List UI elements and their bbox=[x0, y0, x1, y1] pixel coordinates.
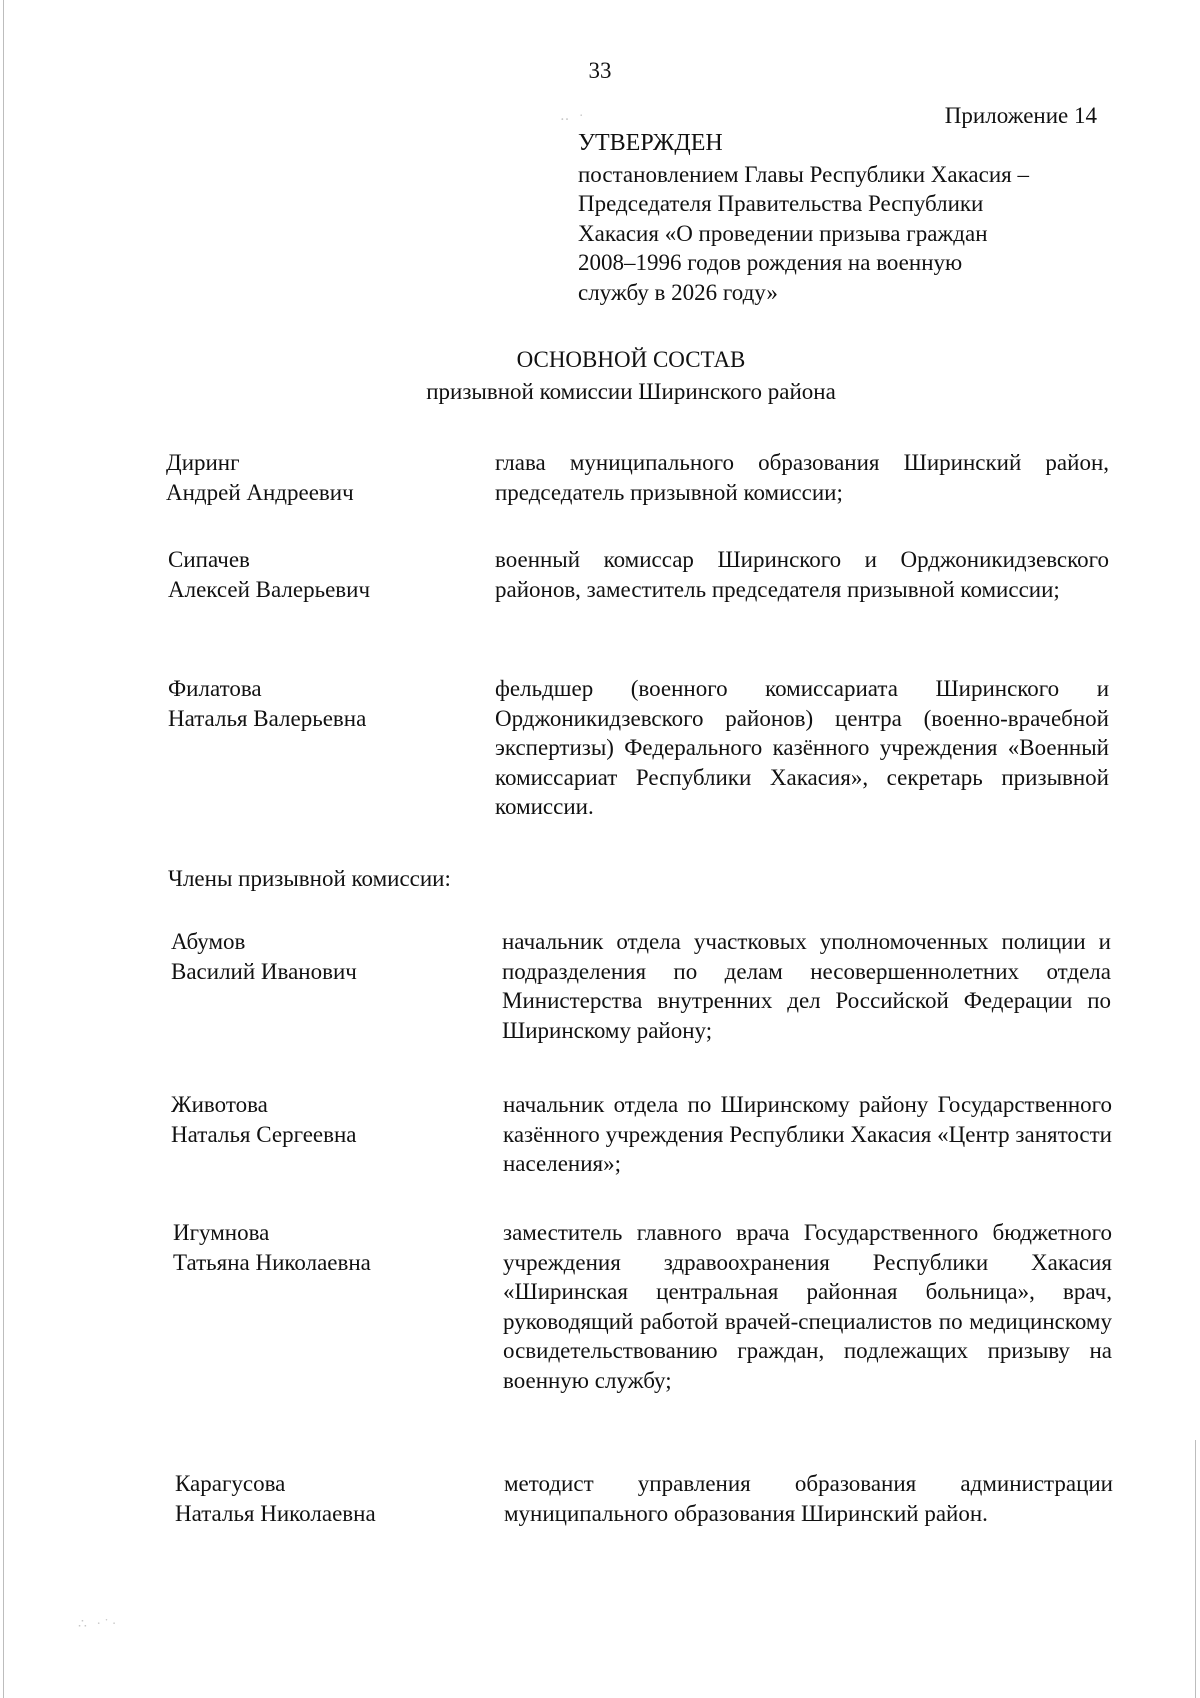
person-role: начальник отдела участковых уполномоченных полиции и подразделения по делам несовершеннолетних отдела Министерства внутренних дел Российской Федерации по Ширинскому району; bbox=[502, 929, 1111, 1043]
approval-stamp: УТВЕРЖДЕН bbox=[578, 130, 723, 156]
given-names: Наталья Валерьевна bbox=[168, 705, 367, 731]
person-role: заместитель главного врача Государственного бюджетного учреждения здравоохранения Республики Хакасия «Ширинская центральная районная больница», врач, руководящий работой врачей-специалистов по медицинскому освидетельствованию граждан, подлежащих призыву на военную службу; bbox=[503, 1220, 1112, 1393]
appendix-label: Приложение 14 bbox=[944, 103, 1097, 128]
scan-edge-right bbox=[1195, 1440, 1196, 1698]
last-name: Игумнова bbox=[173, 1220, 270, 1245]
given-names: Татьяна Николаевна bbox=[173, 1249, 371, 1275]
members-label: Члены призывной комиссии: bbox=[168, 866, 451, 891]
person-name bbox=[171, 927, 471, 986]
last-name: Абумов bbox=[171, 929, 246, 954]
document-subheading: призывной комиссии Ширинского района bbox=[426, 379, 836, 404]
given-names: Наталья Николаевна bbox=[175, 1500, 376, 1526]
person-role: начальник отдела по Ширинскому району Государственного казённого учреждения Республики Хакасия «Центр занятости населения»; bbox=[503, 1092, 1112, 1176]
last-name: Карагусова bbox=[175, 1471, 286, 1496]
approval-line: Хакасия «О проведении призыва граждан bbox=[578, 220, 988, 246]
approval-block bbox=[578, 129, 1098, 307]
person-name bbox=[168, 674, 468, 733]
page-number: 33 bbox=[588, 58, 612, 83]
person-role: глава муниципального образования Ширинский район, председатель призывной комиссии; bbox=[495, 450, 1109, 505]
given-names: Наталья Сергеевна bbox=[171, 1121, 357, 1147]
approval-line: службу в 2026 году» bbox=[578, 279, 778, 305]
last-name: Сипачев bbox=[168, 547, 250, 572]
scan-speck: ∴ ·˙· bbox=[78, 1617, 120, 1632]
last-name: Филатова bbox=[168, 676, 262, 701]
last-name: Животова bbox=[171, 1092, 268, 1117]
person-role: методист управления образования администрации муниципального образования Ширинский район. bbox=[504, 1471, 1113, 1526]
person-name bbox=[175, 1469, 475, 1528]
person-role: фельдшер (военного комиссариата Ширинского и Орджоникидзевского районов) центра (военно-врачебной экспертизы) Федерального казённого учреждения «Военный комиссариат Республики Хакасия», секретарь призывной комиссии. bbox=[495, 676, 1109, 819]
approval-line: постановлением Главы Республики Хакасия – bbox=[578, 161, 1029, 187]
person-name bbox=[173, 1218, 473, 1277]
given-names: Алексей Валерьевич bbox=[168, 576, 371, 602]
given-names: Василий Иванович bbox=[171, 958, 357, 984]
person-name bbox=[166, 448, 466, 507]
scan-edge-left bbox=[3, 0, 4, 1698]
person-name bbox=[168, 545, 468, 604]
scan-speck: ‥ · bbox=[560, 109, 587, 124]
person-name bbox=[171, 1090, 471, 1149]
document-heading: ОСНОВНОЙ СОСТАВ bbox=[516, 347, 746, 372]
given-names: Андрей Андреевич bbox=[166, 479, 354, 505]
person-role: военный комиссар Ширинского и Орджоникидзевского районов, заместитель председателя призывной комиссии; bbox=[495, 547, 1109, 602]
approval-line: Председателя Правительства Республики bbox=[578, 191, 984, 216]
approval-line: 2008–1996 годов рождения на военную bbox=[578, 250, 963, 275]
last-name: Диринг bbox=[166, 450, 240, 475]
